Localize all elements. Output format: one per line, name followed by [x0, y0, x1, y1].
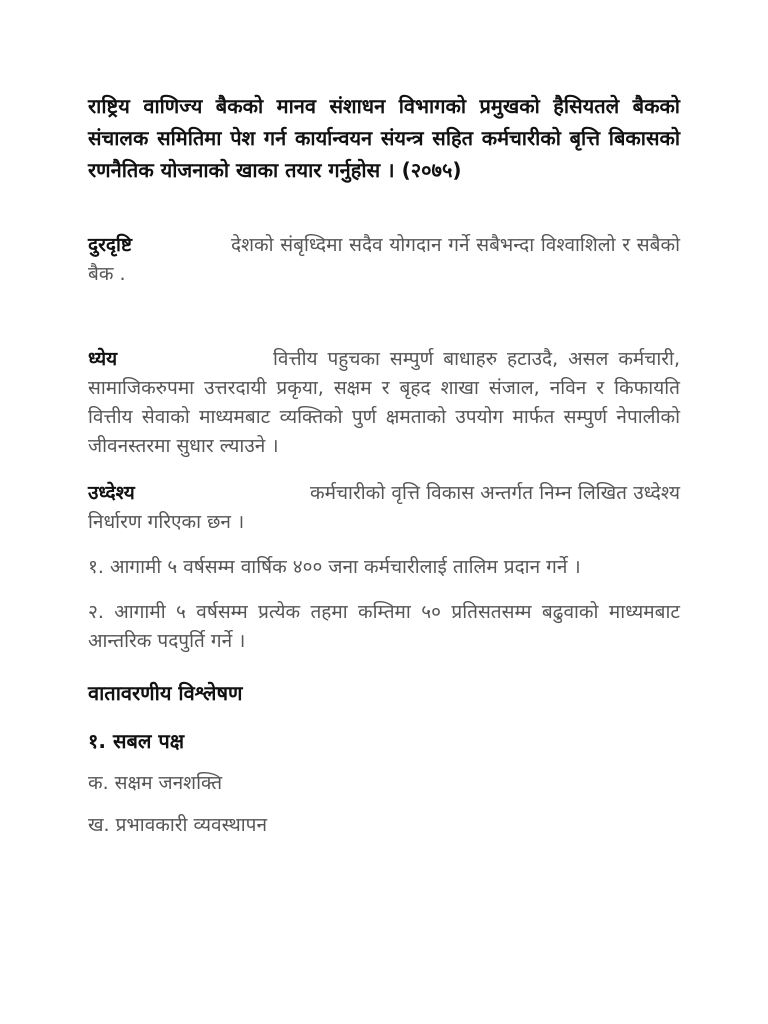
objective-item-2: २. आगामी ५ वर्षसम्म प्रत्येक तहमा कम्तिमा ५० प्रतिसतसम्म बढुवाको माध्यमबाट आन्तरिक पदपुर्ति गर्ने ।	[88, 601, 680, 652]
objective-heading: उध्देश्य	[88, 482, 135, 504]
strength-item-2: ख. प्रभावकारी व्यवस्थापन	[88, 814, 268, 836]
objective-section	[88, 479, 680, 537]
objective-item-1: १. आगामी ५ वर्षसम्म वार्षिक ४०० जना कर्मचारीलाई तालिम प्रदान गर्ने ।	[88, 556, 581, 578]
strength-item-1: क. सक्षम जनशक्ति	[88, 772, 223, 794]
question-text: राष्ट्रिय वाणिज्य बैकको मानव संशाधन विभागको प्रमुखको हैसियतले बैकको संचालक समितिमा पेश गर्न कार्यान्वयन संयन्त्र सहित कर्मचारीको बृत्ति बिकासको रणनैतिक योजनाको खाका तयार गर्नुहोस । (२०७५)	[88, 94, 680, 182]
objective-text: कर्मचारीको वृत्ति विकास अन्तर्गत निम्न लिखित उध्देश्य निर्धारण गरिएका छन ।	[88, 482, 680, 533]
strengths-heading: १. सबल पक्ष	[88, 729, 185, 753]
vision-section	[88, 231, 680, 289]
vision-text: देशको संबृध्दिमा सदैव योगदान गर्ने सबैभन्दा विश्वाशिलो र सबैको बैक .	[88, 234, 680, 285]
vision-heading: दुरदृष्टि	[88, 234, 132, 256]
mission-heading: ध्येय	[88, 348, 118, 370]
analysis-heading: वातावरणीय विश्लेषण	[88, 681, 243, 705]
mission-text: वित्तीय पहुचका सम्पुर्ण बाधाहरु हटाउदै, असल कर्मचारी, सामाजिकरुपमा उत्तरदायी प्रकृया, सक्षम र बृहद शाखा संजाल, नविन र किफायति वित्तीय सेवाको माध्यमबाट व्यक्तिको पुर्ण क्षमताको उपयोग मार्फत सम्पुर्ण नेपालीको जीवनस्तरमा सुधार ल्याउने ।	[88, 348, 680, 457]
mission-section	[88, 345, 680, 461]
